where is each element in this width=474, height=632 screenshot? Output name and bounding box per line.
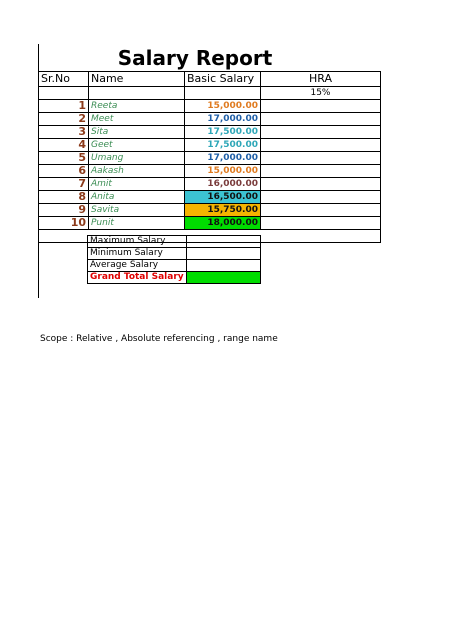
summary-table — [87, 235, 261, 284]
srno-cell[interactable]: 1 — [39, 100, 89, 113]
hra-cell[interactable] — [261, 113, 381, 126]
employee-row — [39, 178, 381, 191]
employee-row — [39, 126, 381, 139]
empty-cell[interactable] — [261, 230, 381, 243]
summary-row-max — [88, 236, 261, 248]
empty-cell[interactable] — [185, 87, 261, 100]
max-salary-value[interactable] — [186, 236, 260, 248]
header-srno[interactable]: Sr.No — [39, 72, 89, 87]
employee-row — [39, 204, 381, 217]
avg-salary-value[interactable] — [186, 260, 260, 272]
summary-row-total — [88, 272, 261, 284]
hra-cell[interactable] — [261, 191, 381, 204]
max-salary-label[interactable]: Maximum Salary — [88, 236, 187, 248]
name-cell[interactable]: Anita — [89, 191, 185, 204]
employee-row — [39, 100, 381, 113]
empty-cell[interactable] — [39, 87, 89, 100]
srno-cell[interactable]: 7 — [39, 178, 89, 191]
basic-salary-cell[interactable]: 18,000.00 — [185, 217, 261, 230]
name-cell[interactable]: Sita — [89, 126, 185, 139]
basic-salary-cell[interactable]: 17,000.00 — [185, 113, 261, 126]
basic-salary-cell[interactable]: 16,000.00 — [185, 178, 261, 191]
basic-salary-cell[interactable]: 16,500.00 — [185, 191, 261, 204]
name-cell[interactable]: Geet — [89, 139, 185, 152]
name-cell[interactable]: Meet — [89, 113, 185, 126]
srno-cell[interactable]: 3 — [39, 126, 89, 139]
hra-rate-row — [39, 87, 381, 100]
min-salary-label[interactable]: Minimum Salary — [88, 248, 187, 260]
grand-total-value[interactable] — [186, 272, 260, 284]
name-cell[interactable]: Savita — [89, 204, 185, 217]
name-cell[interactable]: Reeta — [89, 100, 185, 113]
hra-cell[interactable] — [261, 204, 381, 217]
srno-cell[interactable]: 2 — [39, 113, 89, 126]
srno-cell[interactable]: 8 — [39, 191, 89, 204]
employee-row — [39, 152, 381, 165]
basic-salary-cell[interactable]: 15,750.00 — [185, 204, 261, 217]
hra-cell[interactable] — [261, 165, 381, 178]
srno-cell[interactable]: 4 — [39, 139, 89, 152]
header-row — [39, 72, 381, 87]
min-salary-value[interactable] — [186, 248, 260, 260]
srno-cell[interactable]: 5 — [39, 152, 89, 165]
scope-note: Scope : Relative , Absolute referencing , range name — [40, 334, 278, 344]
srno-cell[interactable]: 9 — [39, 204, 89, 217]
employee-row — [39, 217, 381, 230]
basic-salary-cell[interactable]: 15,000.00 — [185, 165, 261, 178]
employee-row — [39, 139, 381, 152]
name-cell[interactable]: Aakash — [89, 165, 185, 178]
hra-cell[interactable] — [261, 152, 381, 165]
basic-salary-cell[interactable]: 15,000.00 — [185, 100, 261, 113]
summary-row-min — [88, 248, 261, 260]
hra-cell[interactable] — [261, 100, 381, 113]
grand-total-label[interactable]: Grand Total Salary — [88, 272, 187, 284]
salary-table — [38, 71, 381, 243]
srno-cell[interactable]: 10 — [39, 217, 89, 230]
name-cell[interactable]: Umang — [89, 152, 185, 165]
hra-cell[interactable] — [261, 139, 381, 152]
name-cell[interactable]: Punit — [89, 217, 185, 230]
hra-cell[interactable] — [261, 217, 381, 230]
empty-cell[interactable] — [89, 87, 185, 100]
employee-rows — [39, 100, 381, 230]
employee-row — [39, 165, 381, 178]
header-hra[interactable]: HRA — [261, 72, 381, 87]
hra-cell[interactable] — [261, 178, 381, 191]
basic-salary-cell[interactable]: 17,000.00 — [185, 152, 261, 165]
basic-salary-cell[interactable]: 17,500.00 — [185, 139, 261, 152]
name-cell[interactable]: Amit — [89, 178, 185, 191]
empty-cell[interactable] — [39, 230, 89, 243]
employee-row — [39, 191, 381, 204]
header-basic-salary[interactable]: Basic Salary — [185, 72, 261, 87]
srno-cell[interactable]: 6 — [39, 165, 89, 178]
avg-salary-label[interactable]: Average Salary — [88, 260, 187, 272]
header-name[interactable]: Name — [89, 72, 185, 87]
hra-rate-cell[interactable]: 15% — [261, 87, 381, 100]
report-title: Salary Report — [117, 46, 273, 70]
employee-row — [39, 113, 381, 126]
summary-row-avg — [88, 260, 261, 272]
basic-salary-cell[interactable]: 17,500.00 — [185, 126, 261, 139]
hra-cell[interactable] — [261, 126, 381, 139]
